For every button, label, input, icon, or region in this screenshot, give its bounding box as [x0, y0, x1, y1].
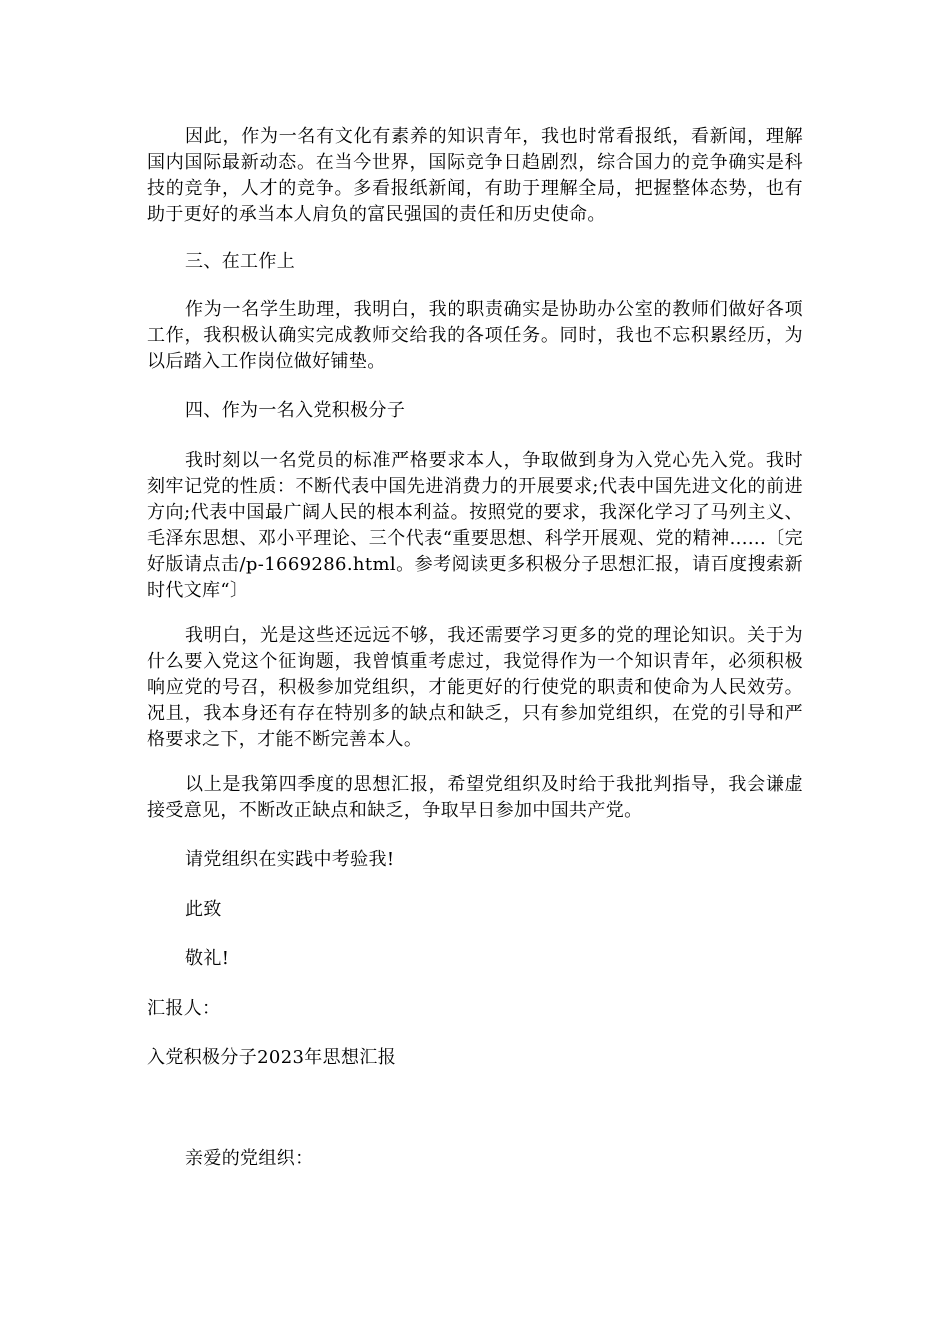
- paragraph-party-standards: 我时刻以一名党员的标准严格要求本人，争取做到身为入党心先入党。我时刻牢记党的性质：不断代表中国先进消费力的开展要求;代表中国先进文化的前进方向;代表中国最广阔人民的根本利益。按照党的要求，我深化学习了马列主义、毛泽东思想、邓小平理论、三个代表“重要思想、科学开展观、党的精神......〔完好版请点击/p-1669286.html。参考阅读更多积极分子思想汇报，请百度搜索新时代文库“〕: [147, 450, 803, 601]
- section-heading-party-activist: 四、作为一名入党积极分子: [185, 400, 406, 421]
- next-report-title: 入党积极分子2023年思想汇报: [147, 1047, 397, 1068]
- closing-jingli: 敬礼!: [185, 948, 230, 969]
- paragraph-quarter-summary: 以上是我第四季度的思想汇报，希望党组织及时给于我批判指导，我会谦虚接受意见，不断改正缺点和缺乏，争取早日参加中国共产党。: [147, 774, 803, 821]
- paragraph-student-assistant: 作为一名学生助理，我明白，我的职责确实是协助办公室的教师们做好各项工作，我积极认确实完成教师交给我的各项任务。同时，我也不忘积累经历，为以后踏入工作岗位做好铺垫。: [147, 299, 803, 372]
- paragraph-news-awareness: 因此，作为一名有文化有素养的知识青年，我也时常看报纸，看新闻，理解国内国际最新动态。在当今世界，国际竞争日趋剧烈，综合国力的竞争确实是科技的竞争，人才的竞争。多看报纸新闻，有助于理解全局，把握整体态势，也有助于更好的承当本人肩负的富民强国的责任和历史使命。: [147, 126, 803, 225]
- section-heading-work: 三、在工作上: [185, 251, 296, 272]
- salutation: 亲爱的党组织：: [185, 1148, 314, 1169]
- closing-cizhi: 此致: [185, 899, 222, 920]
- paragraph-request-test: 请党组织在实践中考验我!: [185, 849, 395, 870]
- paragraph-party-theory: 我明白，光是这些还远远不够，我还需要学习更多的党的理论知识。关于为什么要入党这个征询题，我曾慎重考虑过，我觉得作为一个知识青年，必须积极响应党的号召，积极参加党组织，才能更好的行使党的职责和使命为人民效劳。况且，我本身还有存在特别多的缺点和缺乏，只有参加党组织，在党的引导和严格要求之下，才能不断完善本人。: [147, 625, 803, 750]
- reporter-label: 汇报人：: [147, 998, 221, 1019]
